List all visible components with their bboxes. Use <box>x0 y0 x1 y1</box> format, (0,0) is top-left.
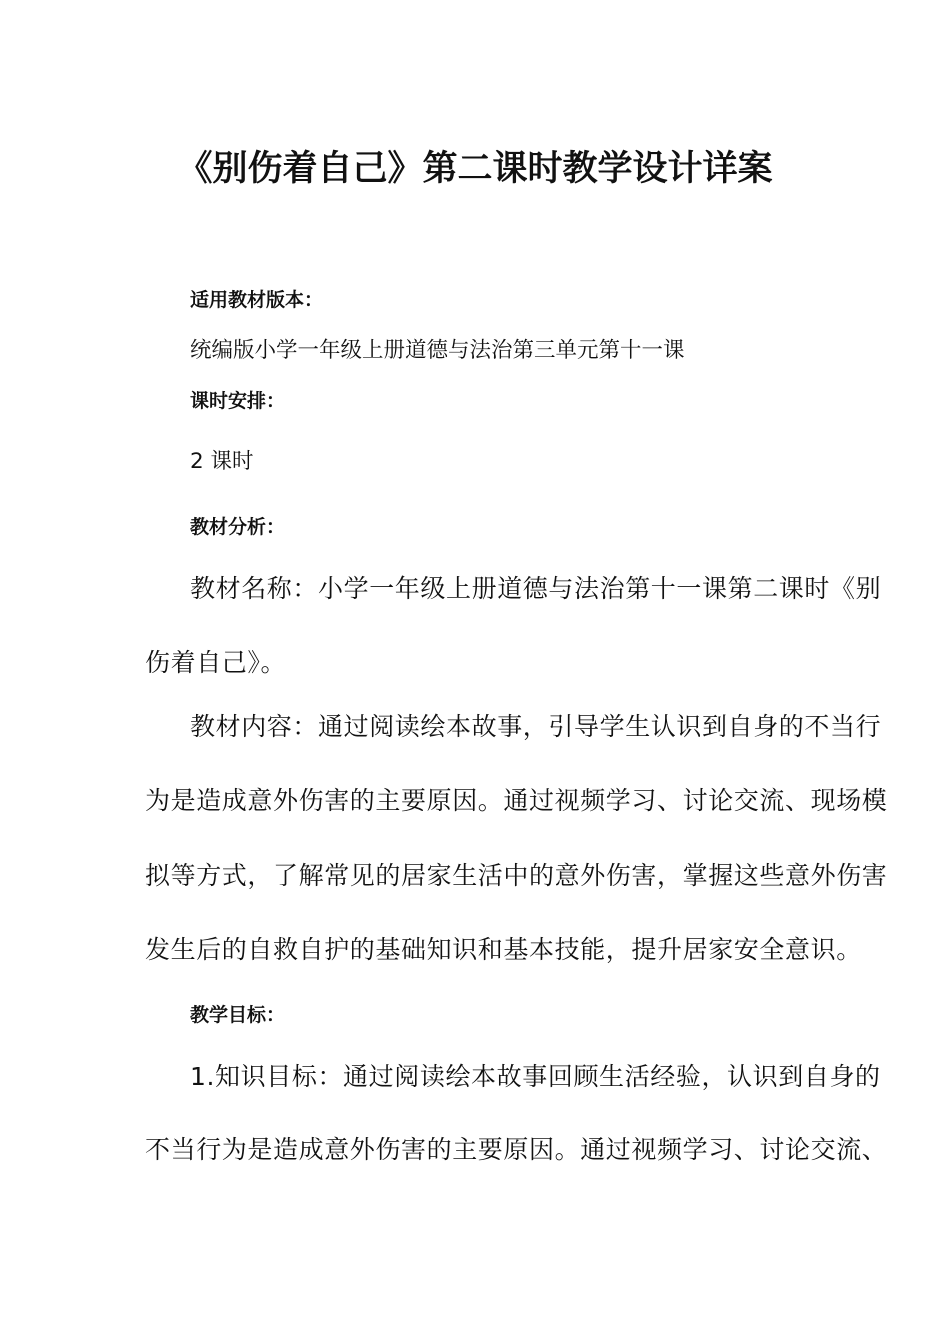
textbook-version-value: 统编版小学一年级上册道德与法治第三单元第十一课 <box>190 338 685 363</box>
analysis-line: 为是造成意外伤害的主要原因。通过视频学习、讨论交流、现场模 <box>145 786 888 815</box>
analysis-heading: 教材分析： <box>190 516 286 538</box>
schedule-heading: 课时安排： <box>190 390 286 412</box>
analysis-line: 伤着自己》。 <box>145 648 287 677</box>
textbook-version-heading: 适用教材版本： <box>190 289 324 311</box>
analysis-line: 拟等方式，了解常见的居家生活中的意外伤害，掌握这些意外伤害 <box>145 861 888 890</box>
analysis-line: 教材名称：小学一年级上册道德与法治第十一课第二课时《别 <box>190 574 882 603</box>
analysis-line: 教材内容：通过阅读绘本故事，引导学生认识到自身的不当行 <box>190 712 882 741</box>
analysis-line: 发生后的自救自护的基础知识和基本技能，提升居家安全意识。 <box>145 935 862 964</box>
objectives-heading: 教学目标： <box>190 1004 286 1026</box>
objectives-line: 不当行为是造成意外伤害的主要原因。通过视频学习、讨论交流、 <box>145 1135 888 1164</box>
objectives-line: 1.知识目标：通过阅读绘本故事回顾生活经验，认识到自身的 <box>190 1062 881 1091</box>
document-title: 《别伤着自己》第二课时教学设计详案 <box>177 149 773 189</box>
schedule-value: 2 课时 <box>190 449 254 474</box>
